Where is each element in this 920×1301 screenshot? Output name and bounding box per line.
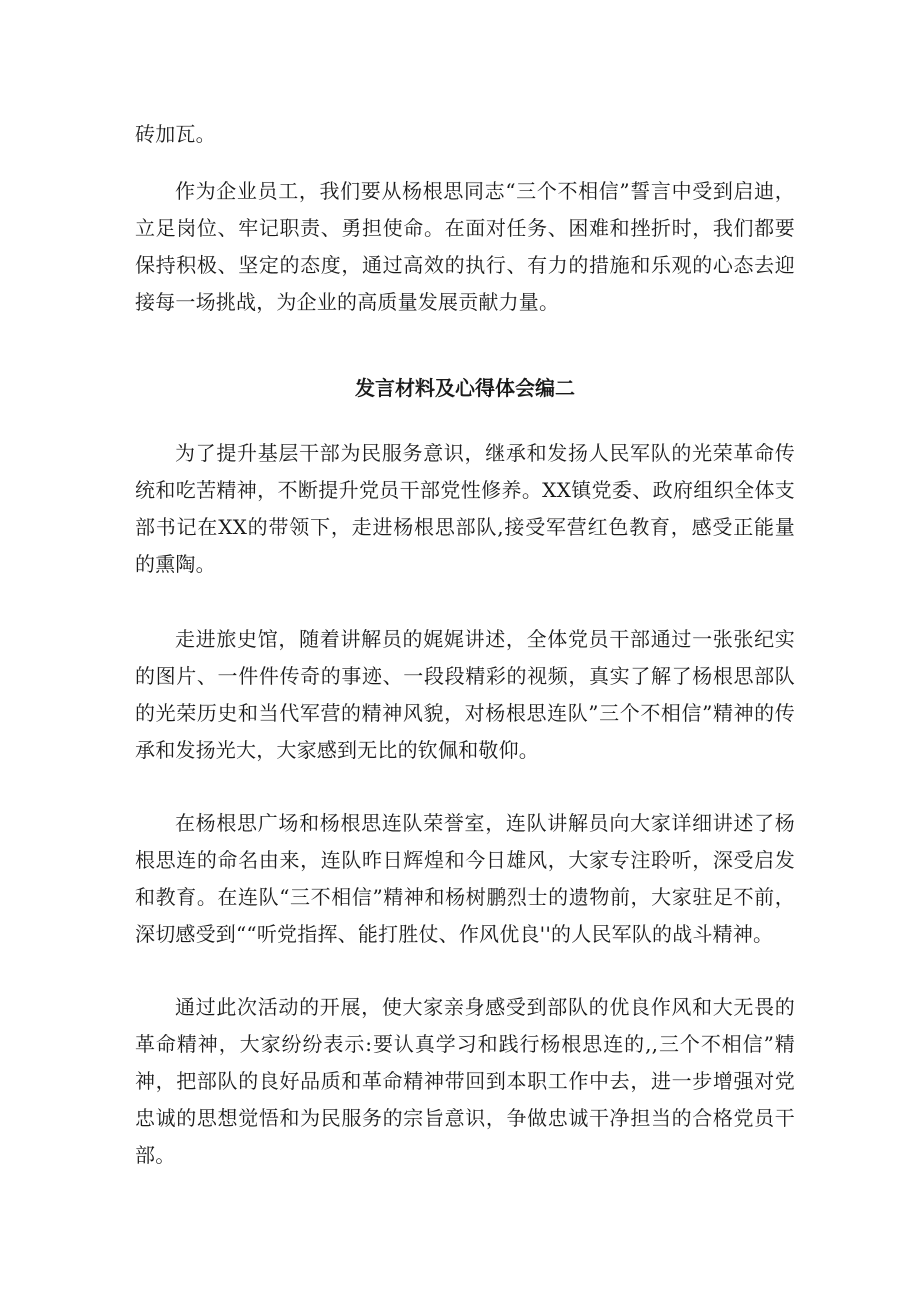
section-heading: 发言材料及心得体会编二 [355, 376, 575, 400]
paragraph-4: 在杨根思广场和杨根思连队荣誉室，连队讲解员向大家详细讲述了杨根思连的命名由来，连队昨日辉煌和今日雄风，大家专注聆听，深受启发和教育。在连队“三不相信”精神和杨树鹏烈士的遗物前，大家驻足不前，深切感受到““听党指挥、能打胜仗、作风优良''的人民军队的战斗精神。 [135, 811, 795, 946]
paragraph-1: 作为企业员工，我们要从杨根思同志“三个不相信”誓言中受到启迪，立足岗位、牢记职责、勇担使命。在面对任务、困难和挫折时，我们都要保持积极、坚定的态度，通过高效的执行、有力的措施和乐观的心态去迎接每一场挑战，为企业的高质量发展贡献力量。 [135, 179, 795, 314]
continuation-text: 砖加瓦。 [135, 122, 216, 146]
paragraph-2: 为了提升基层干部为民服务意识，继承和发扬人民军队的光荣革命传统和吃苦精神，不断提升党员干部党性修养。XX镇党委、政府组织全体支部书记在XX的带领下，走进杨根思部队,接受军营红色教育，感受正能量的熏陶。 [135, 441, 795, 576]
paragraph-5: 通过此次活动的开展，使大家亲身感受到部队的优良作风和大无畏的革命精神，大家纷纷表示:要认真学习和践行杨根思连的,,三个不相信”精神，把部队的良好品质和革命精神带回到本职工作中去，进一步增强对党忠诚的思想觉悟和为民服务的宗旨意识，争做忠诚干净担当的合格党员干部。 [135, 995, 795, 1167]
paragraph-3: 走进旅史馆，随着讲解员的娓娓讲述，全体党员干部通过一张张纪实的图片、一件件传奇的事迹、一段段精彩的视频，真实了解了杨根思部队的光荣历史和当代军营的精神风貌，对杨根思连队”三个不相信”精神的传承和发扬光大，大家感到无比的钦佩和敬仰。 [135, 627, 795, 762]
